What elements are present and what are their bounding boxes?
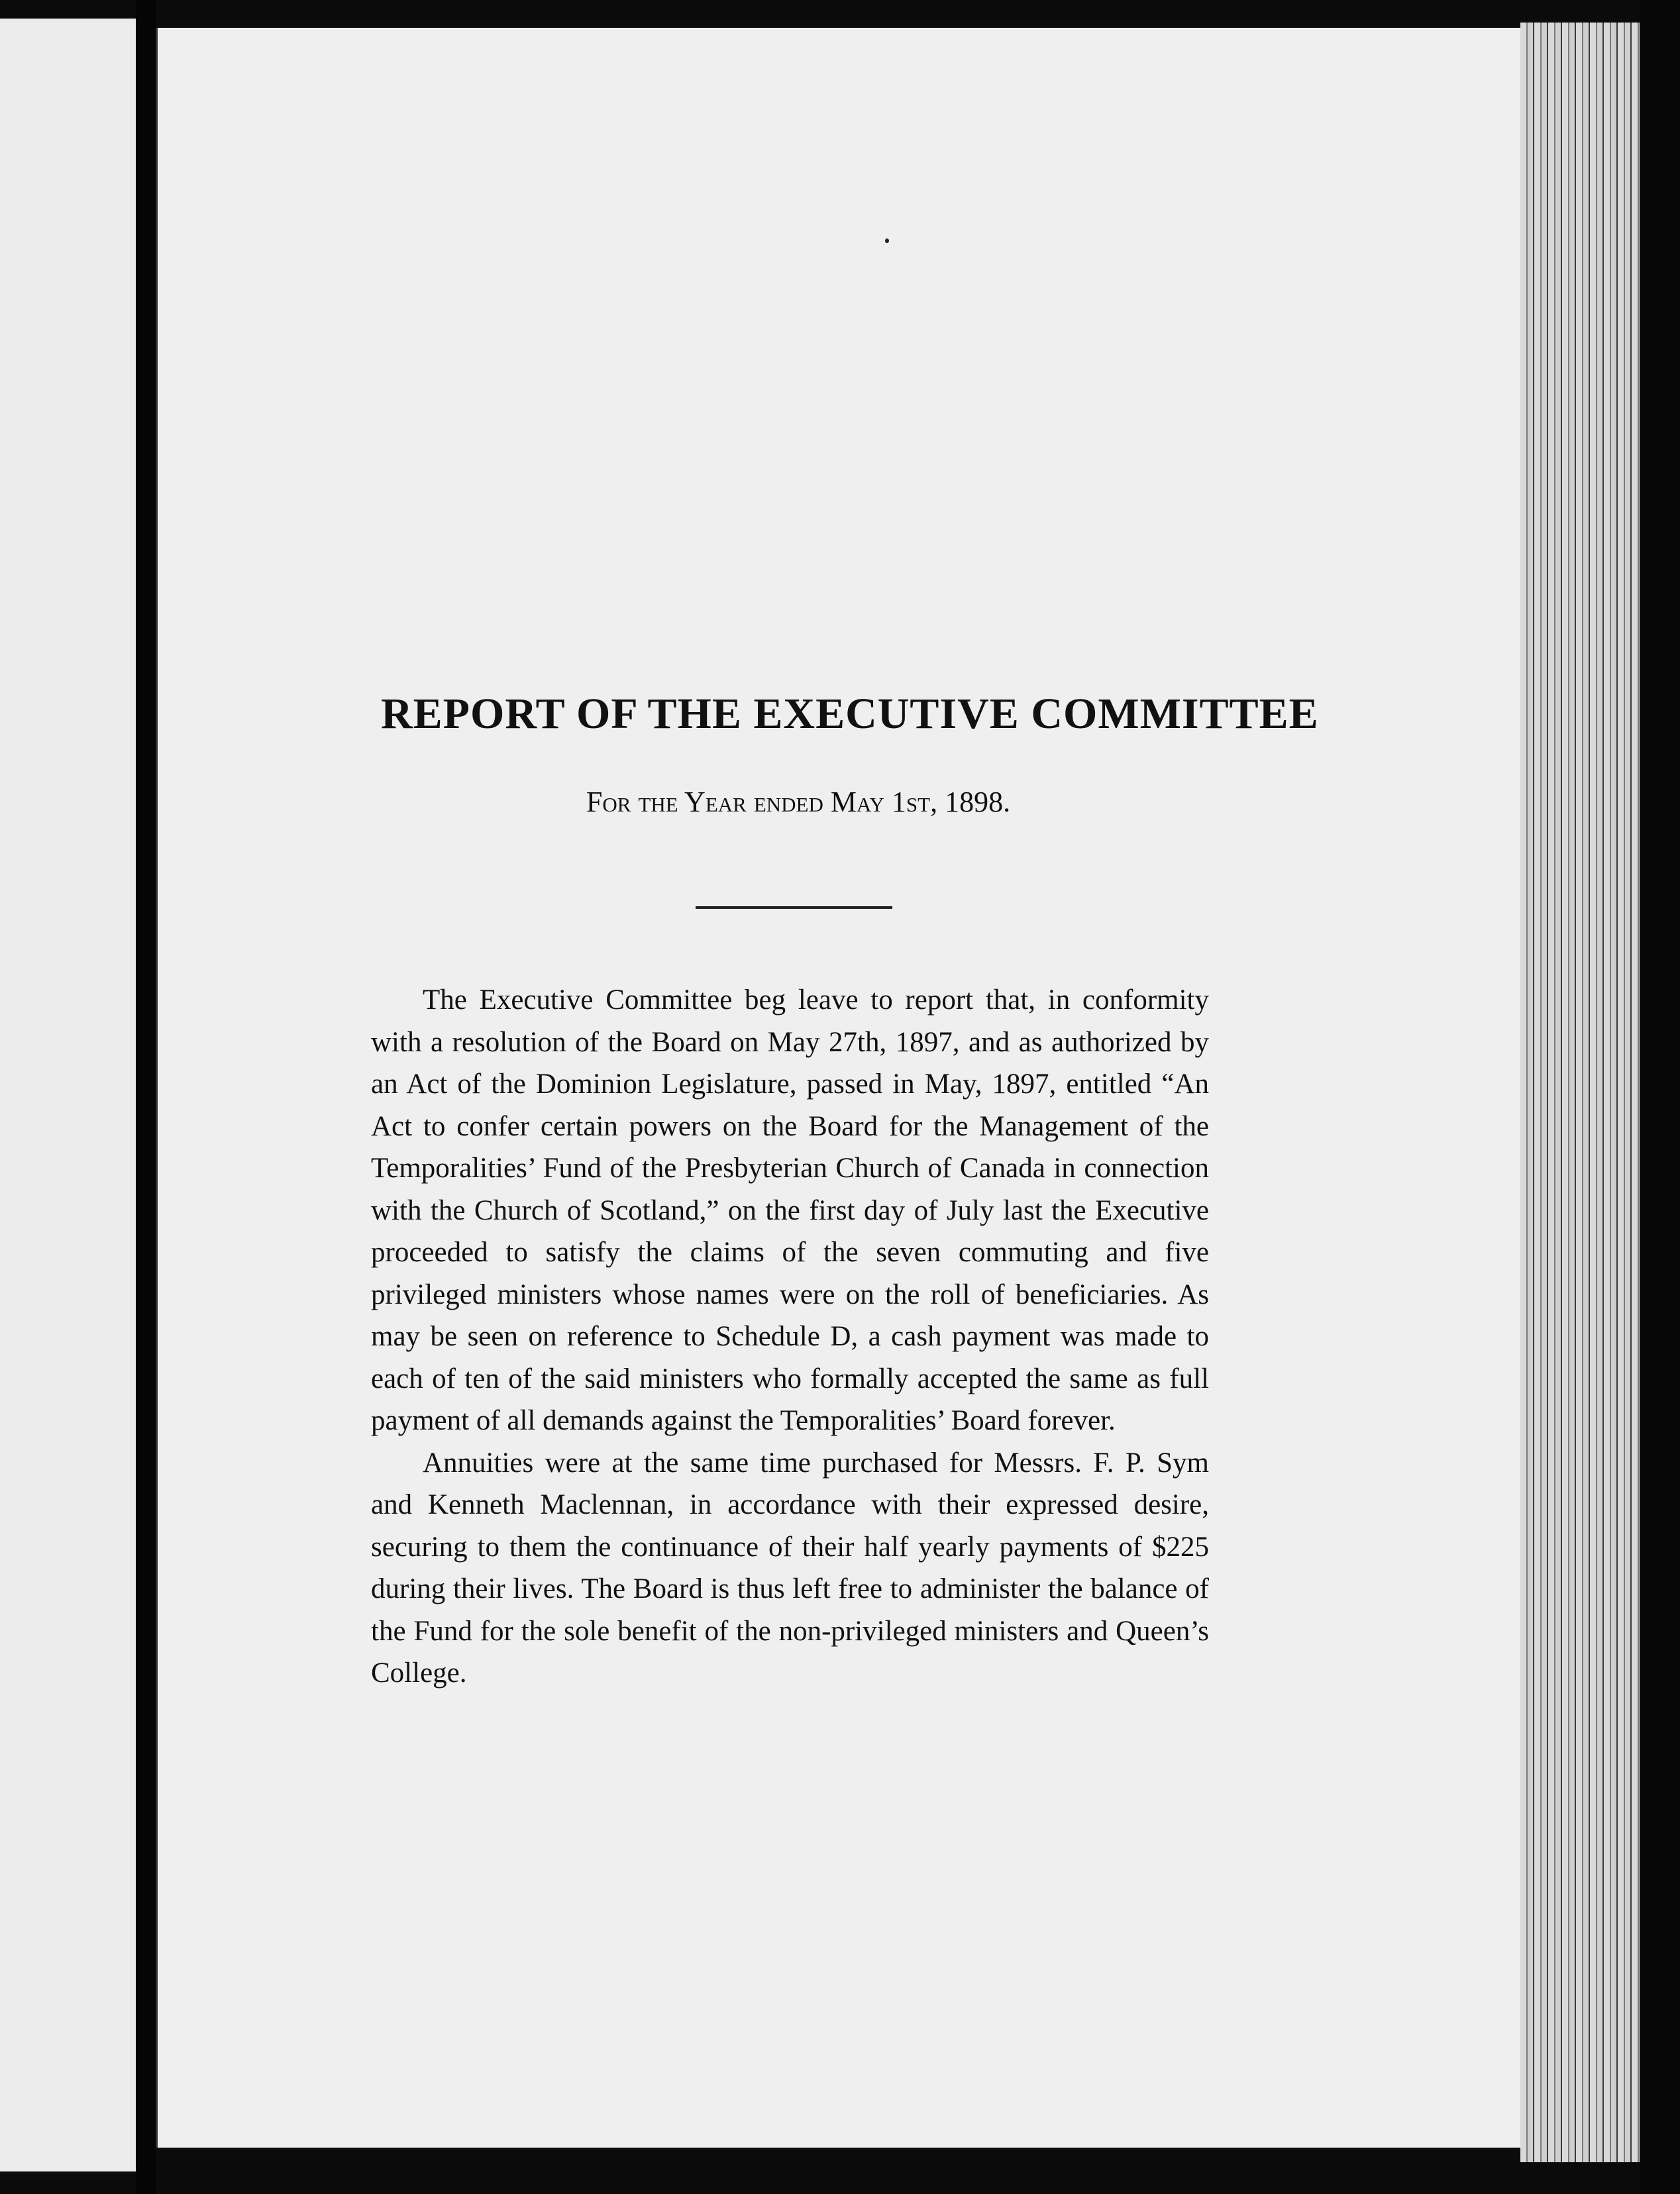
ink-speck — [885, 238, 889, 243]
paragraph: The Executive Committee beg leave to report that, in conformity with a resolution of the Board on May 27th, 1897, and as authorized by an Act of the Dominion Legislature, passed in May, 1897, entitled “An Act to confer certain powers on the Board for the Management of the Temporalities’ Fund of the Presbyterian Church of Canada in connection with the Church of Scotland,” on the first day of July last the Executive proceeded to satisfy the claims of the seven commuting and five privileged ministers whose names were on the roll of beneficiaries. As may be seen on reference to Schedule D, a cash payment was made to each of ten of the said ministers who formally accepted the same as full payment of all demands against the Temporalities’ Board forever. — [371, 984, 1209, 1436]
report-body — [371, 979, 1209, 1695]
scan-border — [1640, 0, 1680, 2194]
report-title: REPORT OF THE EXECUTIVE COMMITTEE — [381, 690, 1319, 738]
facing-page-edge — [0, 19, 138, 2171]
page-stack-edges — [1520, 23, 1642, 2162]
title-divider — [696, 906, 892, 909]
report-subtitle: For the Year ended May 1st, 1898. — [586, 786, 1011, 818]
book-gutter — [136, 0, 156, 2194]
paragraph: Annuities were at the same time purchased for Messrs. F. P. Sym and Kenneth Maclennan, in accordance with their expressed desire, securing to them the continuance of their half yearly payments of $225 during their lives. The Board is thus left free to administer the balance of the Fund for the sole benefit of the non-privileged ministers and Queen’s College. — [371, 1447, 1209, 1689]
